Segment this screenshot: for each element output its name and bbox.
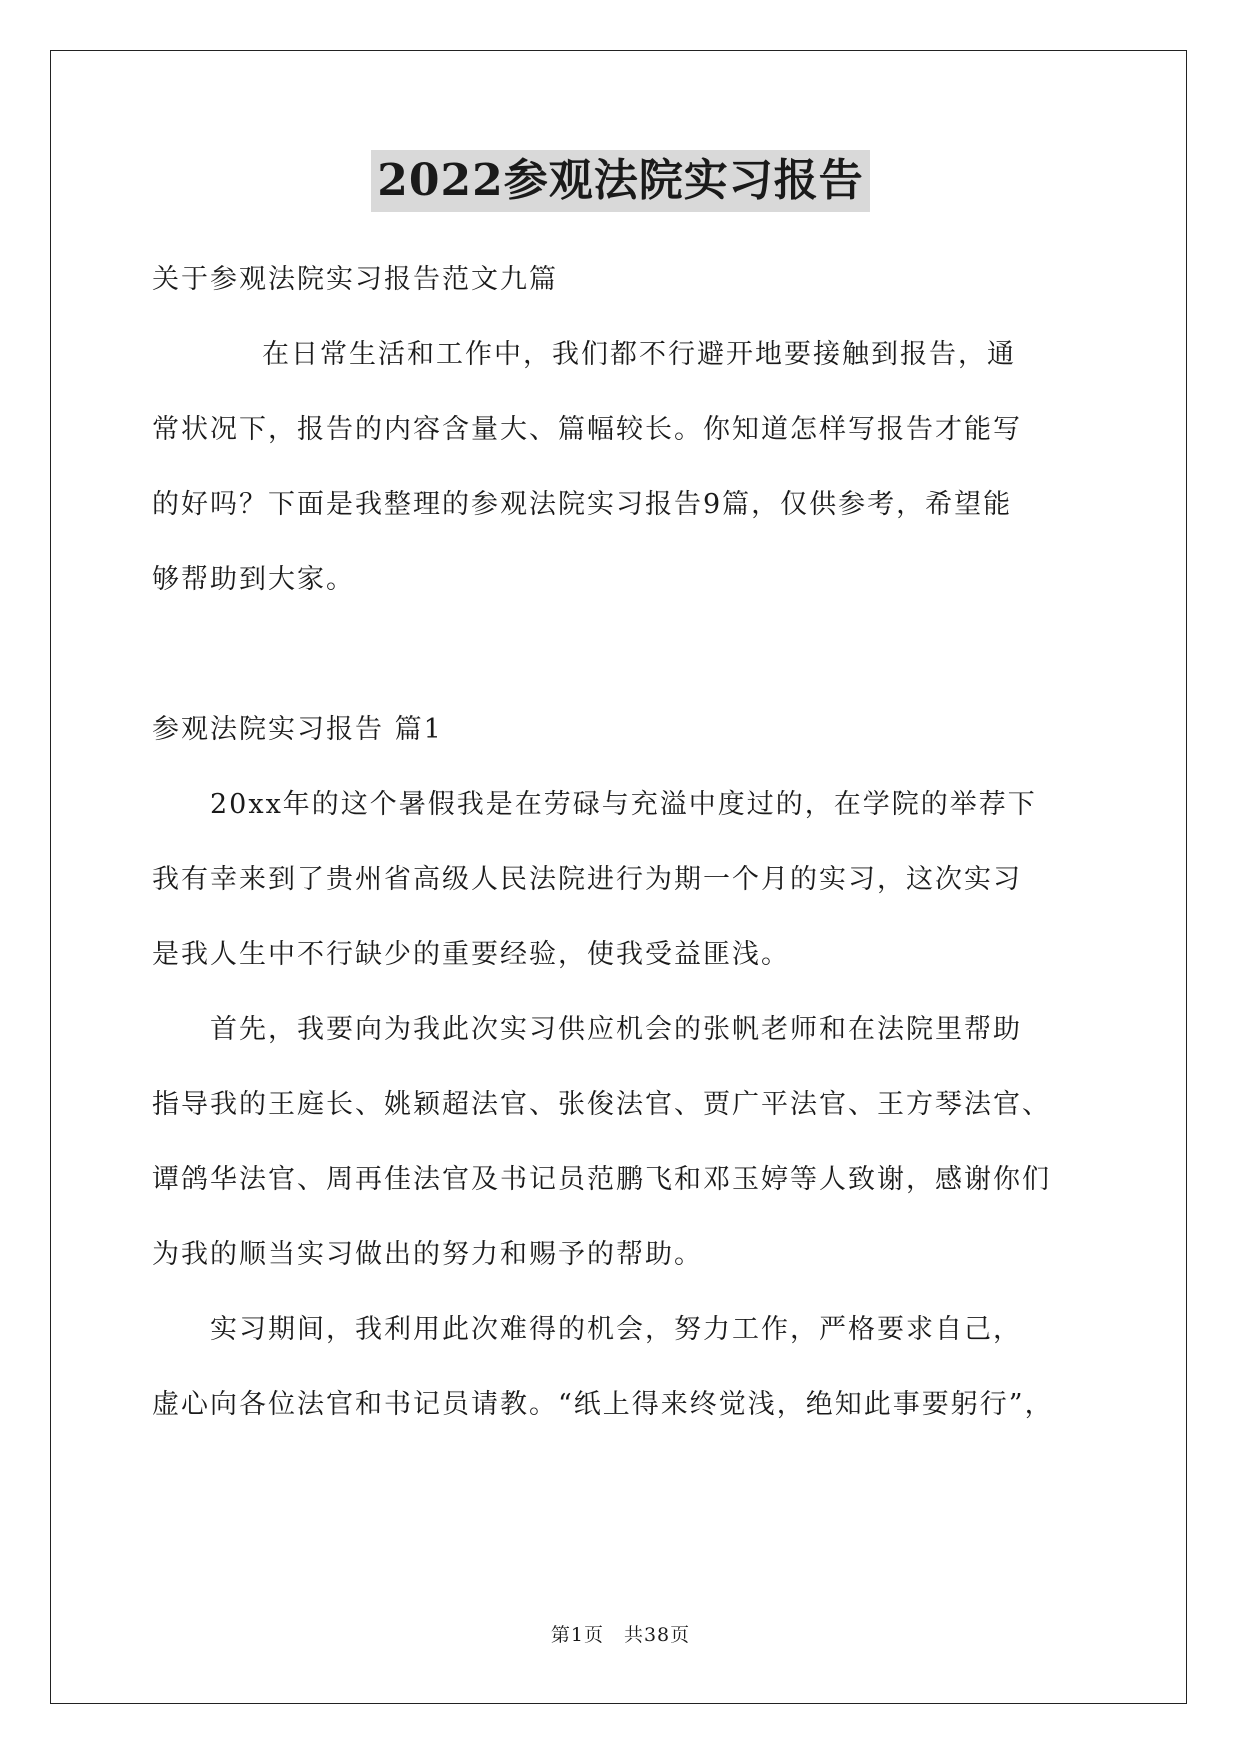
body-line-8: 实习期间，我利用此次难得的机会，努力工作，严格要求自己， (210, 1314, 1022, 1345)
intro-line-4: 够帮助到大家。 (152, 564, 355, 595)
intro-line-1: 在日常生活和工作中，我们都不行避开地要接触到报告，通 (262, 339, 1016, 370)
intro-line-3: 的好吗？下面是我整理的参观法院实习报告9篇，仅供参考，希望能 (152, 489, 1013, 520)
body-line-7: 为我的顺当实习做出的努力和赐予的帮助。 (152, 1239, 703, 1270)
body-line-6: 谭鸽华法官、周再佳法官及书记员范鹏飞和邓玉婷等人致谢，感谢你们 (152, 1164, 1051, 1195)
body-line-3: 是我人生中不行缺少的重要经验，使我受益匪浅。 (152, 939, 790, 970)
intro-line-2: 常状况下，报告的内容含量大、篇幅较长。你知道怎样写报告才能写 (152, 414, 1022, 445)
body-line-4: 首先，我要向为我此次实习供应机会的张帆老师和在法院里帮助 (210, 1014, 1022, 1045)
body-line-2: 我有幸来到了贵州省高级人民法院进行为期一个月的实习，这次实习 (152, 864, 1022, 895)
body-line-9: 虚心向各位法官和书记员请教。“纸上得来终觉浅，绝知此事要躬行”， (152, 1389, 1054, 1420)
page-footer: 第1页 共38页 (550, 1624, 691, 1646)
title-container (0, 150, 1241, 212)
document-subtitle: 关于参观法院实习报告范文九篇 (152, 264, 558, 295)
section-heading: 参观法院实习报告 篇1 (152, 714, 443, 745)
body-line-1: 20xx年的这个暑假我是在劳碌与充溢中度过的，在学院的举荐下 (210, 789, 1037, 820)
document-title: 2022参观法院实习报告 (371, 150, 869, 212)
body-line-5: 指导我的王庭长、姚颖超法官、张俊法官、贾广平法官、王方琴法官、 (152, 1089, 1051, 1120)
